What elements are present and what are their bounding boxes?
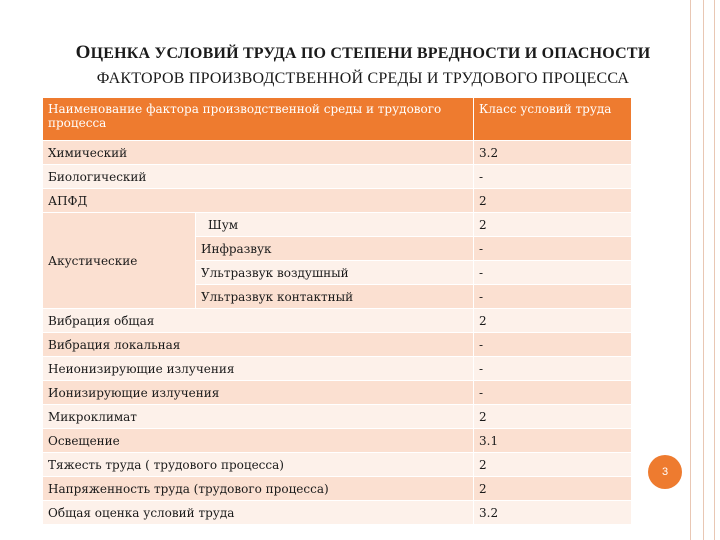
table-row [43, 477, 632, 501]
table-row [43, 309, 632, 333]
factor-cell: Микроклимат [43, 405, 474, 429]
factor-cell: Ионизирующие излучения [43, 381, 474, 405]
class-cell: 2 [474, 453, 632, 477]
factor-cell: Тяжесть труда ( трудового процесса) [43, 453, 474, 477]
table-row [43, 189, 632, 213]
class-cell: 3.2 [474, 501, 632, 525]
acoustic-group-cell: Акустические [43, 213, 196, 309]
factor-cell: Напряженность труда (трудового процесса) [43, 477, 474, 501]
class-cell: - [474, 357, 632, 381]
table-row [43, 141, 632, 165]
class-cell: - [474, 285, 632, 309]
table-row [43, 501, 632, 525]
header-class: Класс условий труда [474, 98, 632, 141]
table-row [43, 429, 632, 453]
decor-line [714, 0, 715, 540]
table-row [43, 357, 632, 381]
table-header-row [43, 98, 632, 141]
class-cell: - [474, 237, 632, 261]
class-cell: - [474, 261, 632, 285]
class-cell: - [474, 165, 632, 189]
factor-cell: Вибрация общая [43, 309, 474, 333]
title-line-2: ФАКТОРОВ ПРОИЗВОДСТВЕННОЙ СРЕДЫ И ТРУДОВОГО ПРОЦЕССА [96, 70, 630, 87]
subfactor-cell: Ультразвук контактный [196, 285, 474, 309]
class-cell: 3.1 [474, 429, 632, 453]
class-cell: 2 [474, 405, 632, 429]
subfactor-cell: Инфразвук [196, 237, 474, 261]
factor-cell: Вибрация локальная [43, 333, 474, 357]
table-row [43, 213, 632, 237]
table-row [43, 405, 632, 429]
class-cell: - [474, 381, 632, 405]
subfactor-cell: Ультразвук воздушный [196, 261, 474, 285]
header-factor: Наименование фактора производственной среды и трудового процесса [43, 98, 474, 141]
class-cell: - [474, 333, 632, 357]
class-cell: 3.2 [474, 141, 632, 165]
table-row [43, 165, 632, 189]
factor-cell: АПФД [43, 189, 474, 213]
factor-cell: Химический [43, 141, 474, 165]
class-cell: 2 [474, 189, 632, 213]
factor-cell: Общая оценка условий труда [43, 501, 474, 525]
class-cell: 2 [474, 309, 632, 333]
table-row [43, 333, 632, 357]
table-row [43, 381, 632, 405]
page-number-badge: 3 [648, 455, 682, 489]
factor-cell: Освещение [43, 429, 474, 453]
conditions-table [42, 97, 632, 525]
class-cell: 2 [474, 477, 632, 501]
subfactor-cell: Шум [196, 213, 474, 237]
class-cell: 2 [474, 213, 632, 237]
factor-cell: Биологический [43, 165, 474, 189]
table-row [43, 453, 632, 477]
factor-cell: Неионизирующие излучения [43, 357, 474, 381]
title-line-1: ОЦЕНКА УСЛОВИЙ ТРУДА ПО СТЕПЕНИ ВРЕДНОСТИ И ОПАСНОСТИ [75, 42, 651, 63]
